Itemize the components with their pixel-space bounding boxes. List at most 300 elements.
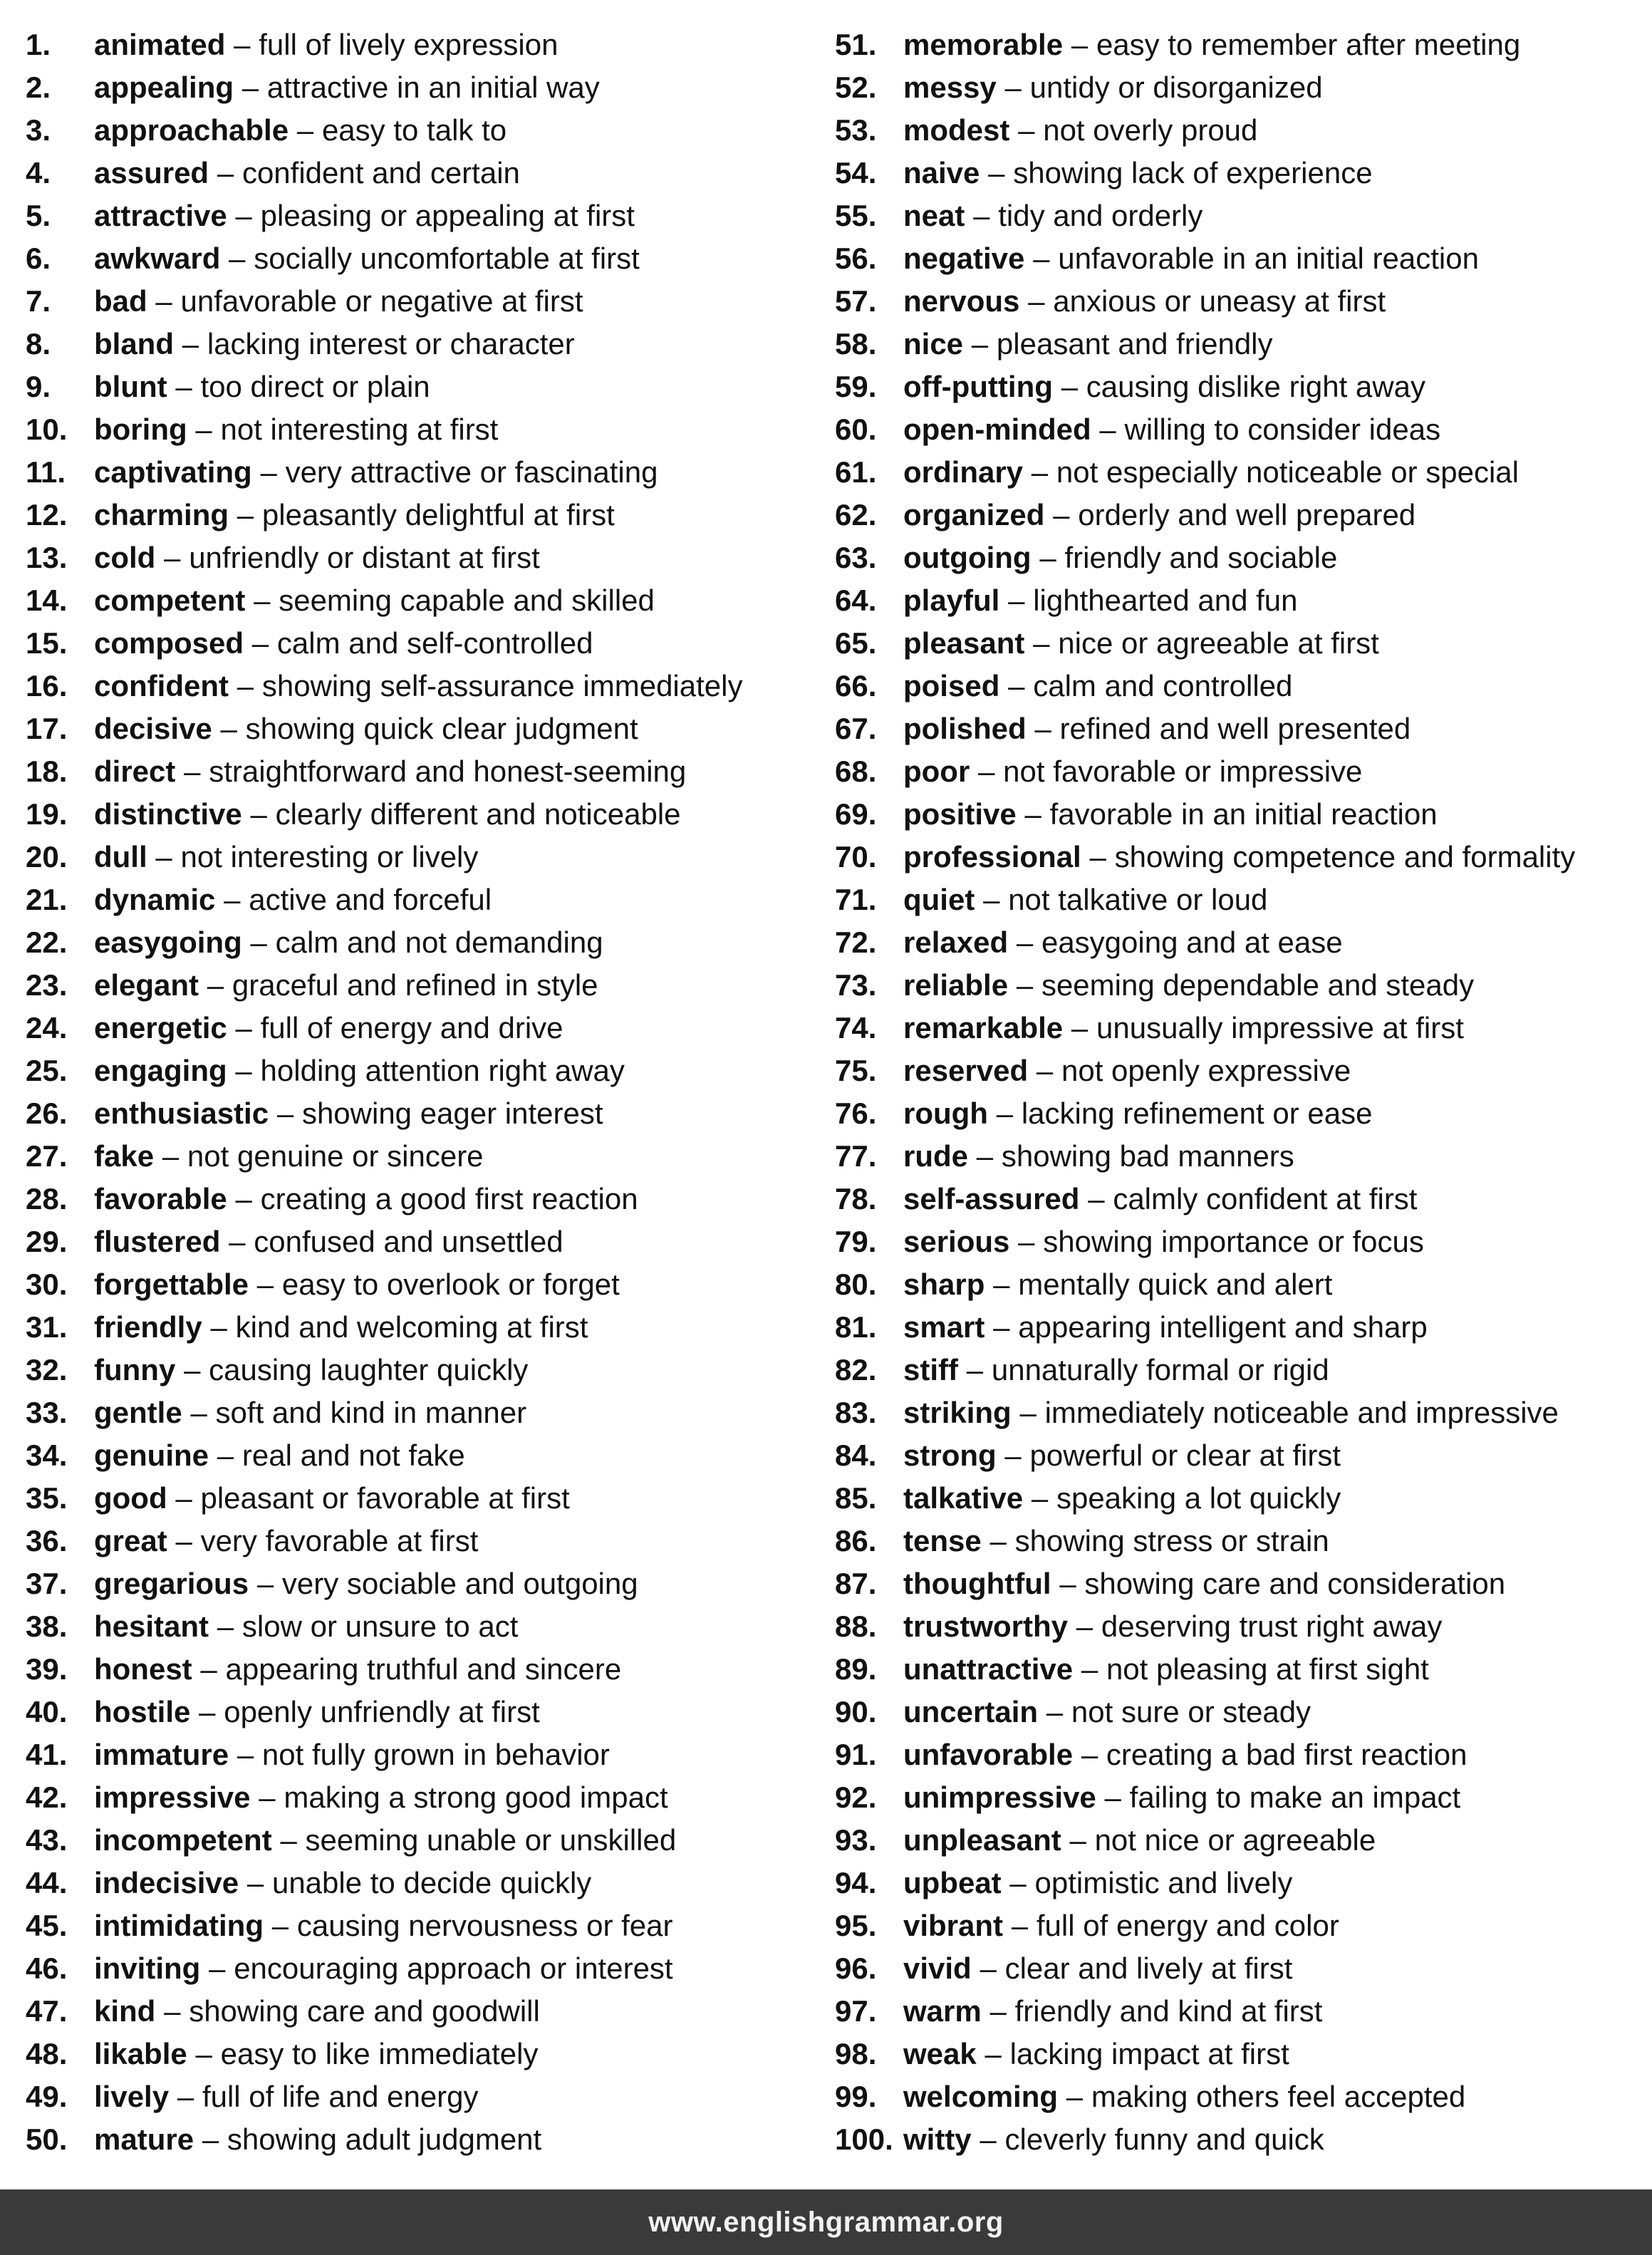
- item-word: striking: [903, 1396, 1012, 1429]
- item-word: vibrant: [903, 1909, 1004, 1942]
- item-word: genuine: [94, 1438, 209, 1472]
- item-word: attractive: [94, 199, 227, 232]
- list-item: [26, 1648, 816, 1691]
- item-definition: failing to make an impact: [1129, 1780, 1461, 1814]
- item-word: direct: [94, 755, 176, 788]
- list-item: [835, 1306, 1647, 1349]
- item-word: neat: [903, 199, 965, 232]
- item-number: 48.: [26, 2037, 68, 2070]
- item-separator: –: [200, 1652, 217, 1686]
- list-item: [835, 24, 1647, 66]
- item-number: 60.: [835, 413, 877, 446]
- item-separator: –: [1011, 1909, 1029, 1942]
- item-number: 51.: [835, 28, 877, 61]
- item-definition: not pleasing at first sight: [1106, 1652, 1429, 1686]
- item-separator: –: [989, 1524, 1007, 1557]
- list-item: [835, 1648, 1647, 1691]
- item-definition: unnaturally formal or rigid: [991, 1353, 1329, 1386]
- item-word: lively: [94, 2080, 170, 2113]
- item-word: confident: [94, 669, 229, 703]
- item-definition: orderly and well prepared: [1078, 498, 1416, 532]
- item-word: upbeat: [903, 1866, 1002, 1899]
- item-definition: favorable in an initial reaction: [1049, 797, 1438, 831]
- item-number: 72.: [835, 926, 877, 959]
- item-definition: easy to talk to: [321, 113, 507, 147]
- item-separator: –: [1088, 1182, 1105, 1215]
- item-word: friendly: [94, 1310, 202, 1344]
- item-separator: –: [985, 2037, 1002, 2070]
- item-number: 31.: [26, 1310, 68, 1344]
- item-word: easygoing: [94, 926, 242, 959]
- item-separator: –: [988, 156, 1005, 190]
- item-definition: not sure or steady: [1071, 1695, 1311, 1728]
- item-definition: mentally quick and alert: [1018, 1268, 1333, 1301]
- list-item: [26, 1007, 816, 1049]
- item-separator: –: [164, 1994, 181, 2028]
- item-word: unimpressive: [903, 1780, 1096, 1814]
- item-definition: seeming unable or unskilled: [305, 1823, 677, 1857]
- item-word: tense: [903, 1524, 982, 1557]
- item-definition: not interesting at first: [220, 413, 499, 446]
- item-number: 34.: [26, 1438, 68, 1472]
- item-word: ordinary: [903, 455, 1024, 489]
- item-word: organized: [903, 498, 1045, 532]
- item-number: 25.: [26, 1054, 68, 1087]
- item-number: 71.: [835, 883, 877, 916]
- list-item: [26, 1691, 816, 1733]
- item-number: 87.: [835, 1567, 877, 1600]
- list-item: [26, 1434, 816, 1477]
- list-item: [26, 66, 816, 109]
- item-word: energetic: [94, 1011, 227, 1044]
- list-item: [835, 366, 1647, 408]
- item-definition: not interesting or lively: [180, 840, 479, 874]
- item-separator: –: [993, 1268, 1010, 1301]
- item-definition: lacking interest or character: [207, 327, 575, 361]
- item-separator: –: [1034, 712, 1051, 745]
- item-definition: creating a bad first reaction: [1106, 1738, 1467, 1771]
- item-definition: graceful and refined in style: [232, 968, 598, 1002]
- item-number: 81.: [835, 1310, 877, 1344]
- item-separator: –: [250, 797, 267, 831]
- item-word: self-assured: [903, 1182, 1080, 1215]
- item-number: 44.: [26, 1866, 68, 1899]
- item-word: negative: [903, 242, 1025, 275]
- item-definition: not nice or agreeable: [1094, 1823, 1376, 1857]
- item-definition: confident and certain: [241, 156, 520, 190]
- word-list-column-right: [835, 24, 1647, 2161]
- item-number: 39.: [26, 1652, 68, 1686]
- item-number: 12.: [26, 498, 68, 532]
- item-number: 16.: [26, 669, 68, 703]
- item-word: good: [94, 1481, 167, 1515]
- item-separator: –: [1076, 1609, 1093, 1643]
- item-definition: causing nervousness or fear: [296, 1909, 673, 1942]
- item-number: 3.: [26, 113, 51, 147]
- item-definition: seeming capable and skilled: [279, 584, 655, 617]
- item-separator: –: [983, 883, 1000, 916]
- item-number: 90.: [835, 1695, 877, 1728]
- item-definition: calm and self-controlled: [276, 626, 593, 660]
- item-separator: –: [177, 2080, 194, 2113]
- item-separator: –: [1081, 1652, 1098, 1686]
- item-word: unfavorable: [903, 1738, 1074, 1771]
- list-item: [835, 195, 1647, 237]
- item-definition: clear and lively at first: [1004, 1951, 1293, 1985]
- item-definition: unfriendly or distant at first: [189, 541, 540, 574]
- item-definition: full of energy and color: [1036, 1909, 1339, 1942]
- list-item: [835, 536, 1647, 579]
- item-number: 69.: [835, 797, 877, 831]
- item-word: great: [94, 1524, 167, 1557]
- list-item: [835, 579, 1647, 622]
- item-number: 41.: [26, 1738, 68, 1771]
- item-number: 28.: [26, 1182, 68, 1215]
- item-word: composed: [94, 626, 244, 660]
- item-separator: –: [256, 1567, 274, 1600]
- item-word: boring: [94, 413, 187, 446]
- item-separator: –: [1033, 242, 1050, 275]
- item-separator: –: [251, 626, 269, 660]
- item-separator: –: [989, 1994, 1007, 2028]
- item-word: welcoming: [903, 2080, 1059, 2113]
- item-separator: –: [229, 1225, 246, 1258]
- item-separator: –: [190, 1396, 207, 1429]
- item-separator: –: [996, 1097, 1014, 1130]
- item-number: 75.: [835, 1054, 877, 1087]
- item-definition: showing bad manners: [1001, 1139, 1294, 1173]
- item-separator: –: [237, 1738, 254, 1771]
- item-separator: –: [1004, 1438, 1022, 1472]
- item-separator: –: [195, 2037, 212, 2070]
- item-definition: seeming dependable and steady: [1041, 968, 1475, 1002]
- item-number: 91.: [835, 1738, 877, 1771]
- item-definition: calm and not demanding: [275, 926, 603, 959]
- item-number: 36.: [26, 1524, 68, 1557]
- item-number: 13.: [26, 541, 68, 574]
- item-definition: encouraging approach or interest: [234, 1951, 673, 1985]
- item-word: uncertain: [903, 1695, 1039, 1728]
- item-separator: –: [973, 199, 990, 232]
- list-item: [835, 2118, 1647, 2161]
- item-definition: not openly expressive: [1061, 1054, 1351, 1087]
- list-item: [26, 24, 816, 66]
- item-definition: kind and welcoming at first: [235, 1310, 588, 1344]
- item-number: 8.: [26, 327, 51, 361]
- item-number: 55.: [835, 199, 877, 232]
- list-item: [835, 921, 1647, 964]
- item-separator: –: [1018, 113, 1035, 147]
- list-item: [835, 1049, 1647, 1092]
- item-word: trustworthy: [903, 1609, 1068, 1643]
- item-separator: –: [202, 2122, 219, 2156]
- item-word: stiff: [903, 1353, 958, 1386]
- item-number: 52.: [835, 71, 877, 104]
- item-separator: –: [976, 1139, 994, 1173]
- item-separator: –: [235, 199, 252, 232]
- list-item: [835, 1691, 1647, 1733]
- item-number: 64.: [835, 584, 877, 617]
- item-number: 66.: [835, 669, 877, 703]
- item-definition: showing competence and formality: [1114, 840, 1576, 874]
- item-number: 22.: [26, 926, 68, 959]
- item-definition: too direct or plain: [200, 370, 430, 403]
- item-separator: –: [184, 1353, 201, 1386]
- item-definition: holding attention right away: [260, 1054, 625, 1087]
- item-word: modest: [903, 113, 1010, 147]
- item-word: intimidating: [94, 1909, 264, 1942]
- item-number: 27.: [26, 1139, 68, 1173]
- item-number: 83.: [835, 1396, 877, 1429]
- item-definition: slow or unsure to act: [241, 1609, 519, 1643]
- item-number: 29.: [26, 1225, 68, 1258]
- item-number: 23.: [26, 968, 68, 1002]
- item-separator: –: [993, 1310, 1010, 1344]
- item-definition: straightforward and honest-seeming: [209, 755, 687, 788]
- list-item: [835, 707, 1647, 750]
- item-word: polished: [903, 712, 1027, 745]
- item-separator: –: [1004, 71, 1022, 104]
- item-definition: active and forceful: [249, 883, 492, 916]
- item-number: 1.: [26, 28, 51, 61]
- item-word: naive: [903, 156, 980, 190]
- item-word: unpleasant: [903, 1823, 1061, 1857]
- list-item: [26, 1904, 816, 1947]
- item-word: assured: [94, 156, 209, 190]
- item-word: decisive: [94, 712, 212, 745]
- item-number: 86.: [835, 1524, 877, 1557]
- item-definition: showing adult judgment: [227, 2122, 542, 2156]
- item-number: 10.: [26, 413, 68, 446]
- list-item: [26, 964, 816, 1007]
- item-word: appealing: [94, 71, 234, 104]
- list-item: [26, 793, 816, 836]
- item-word: elegant: [94, 968, 199, 1002]
- item-separator: –: [1061, 370, 1078, 403]
- item-number: 49.: [26, 2080, 68, 2113]
- item-separator: –: [1066, 2080, 1084, 2113]
- item-definition: causing laughter quickly: [209, 1353, 529, 1386]
- item-number: 18.: [26, 755, 68, 788]
- item-number: 38.: [26, 1609, 68, 1643]
- item-separator: –: [1104, 1780, 1121, 1814]
- item-definition: showing lack of experience: [1013, 156, 1373, 190]
- item-word: relaxed: [903, 926, 1009, 959]
- item-number: 5.: [26, 199, 51, 232]
- item-separator: –: [980, 2122, 997, 2156]
- item-word: enthusiastic: [94, 1097, 269, 1130]
- list-item: [26, 408, 816, 451]
- item-definition: cleverly funny and quick: [1004, 2122, 1324, 2156]
- list-item: [26, 750, 816, 793]
- item-definition: showing importance or focus: [1043, 1225, 1424, 1258]
- list-item: [26, 1135, 816, 1178]
- list-item: [26, 622, 816, 665]
- item-word: talkative: [903, 1481, 1024, 1515]
- item-word: favorable: [94, 1182, 227, 1215]
- item-word: charming: [94, 498, 229, 532]
- item-separator: –: [250, 926, 267, 959]
- list-item: [835, 1349, 1647, 1391]
- item-separator: –: [246, 1866, 264, 1899]
- item-definition: showing care and goodwill: [189, 1994, 540, 2028]
- item-number: 62.: [835, 498, 877, 532]
- item-word: warm: [903, 1994, 982, 2028]
- item-definition: pleasant and friendly: [996, 327, 1273, 361]
- list-item: [835, 1733, 1647, 1776]
- item-separator: –: [155, 840, 172, 874]
- list-item: [835, 66, 1647, 109]
- list-item: [26, 1605, 816, 1648]
- list-item: [26, 1562, 816, 1605]
- list-item: [835, 1220, 1647, 1263]
- item-separator: –: [164, 541, 181, 574]
- item-word: hesitant: [94, 1609, 209, 1643]
- item-number: 47.: [26, 1994, 68, 2028]
- list-item: [26, 280, 816, 323]
- item-separator: –: [971, 327, 989, 361]
- item-number: 67.: [835, 712, 877, 745]
- item-separator: –: [1071, 1011, 1089, 1044]
- list-item: [26, 195, 816, 237]
- item-word: positive: [903, 797, 1017, 831]
- item-number: 32.: [26, 1353, 68, 1386]
- item-definition: optimistic and lively: [1034, 1866, 1293, 1899]
- list-item: [835, 793, 1647, 836]
- item-word: rude: [903, 1139, 969, 1173]
- item-word: flustered: [94, 1225, 221, 1258]
- item-definition: immediately noticeable and impressive: [1044, 1396, 1559, 1429]
- list-item: [835, 750, 1647, 793]
- item-separator: –: [256, 1268, 274, 1301]
- item-definition: very attractive or fascinating: [285, 455, 658, 489]
- item-number: 40.: [26, 1695, 68, 1728]
- item-separator: –: [235, 1054, 252, 1087]
- list-item: [26, 1776, 816, 1819]
- list-item: [835, 1434, 1647, 1477]
- item-definition: very favorable at first: [200, 1524, 479, 1557]
- item-definition: speaking a lot quickly: [1056, 1481, 1341, 1515]
- item-number: 78.: [835, 1182, 877, 1215]
- item-number: 100.: [835, 2122, 893, 2156]
- item-definition: showing eager interest: [301, 1097, 603, 1130]
- item-definition: appearing intelligent and sharp: [1018, 1310, 1428, 1344]
- item-definition: unfavorable in an initial reaction: [1058, 242, 1479, 275]
- item-word: vivid: [903, 1951, 972, 1985]
- item-number: 84.: [835, 1438, 877, 1472]
- item-word: messy: [903, 71, 997, 104]
- item-number: 56.: [835, 242, 877, 275]
- item-definition: not favorable or impressive: [1003, 755, 1363, 788]
- item-definition: lighthearted and fun: [1033, 584, 1298, 617]
- item-separator: –: [182, 327, 199, 361]
- item-definition: pleasant or favorable at first: [200, 1481, 570, 1515]
- list-item: [835, 1007, 1647, 1049]
- list-item: [835, 1776, 1647, 1819]
- item-definition: calm and controlled: [1033, 669, 1293, 703]
- item-number: 92.: [835, 1780, 877, 1814]
- item-separator: –: [1059, 1567, 1076, 1600]
- list-item: [26, 366, 816, 408]
- item-number: 99.: [835, 2080, 877, 2113]
- item-definition: pleasantly delightful at first: [261, 498, 615, 532]
- item-definition: making others feel accepted: [1091, 2080, 1466, 2113]
- item-number: 19.: [26, 797, 68, 831]
- list-item: [835, 836, 1647, 878]
- item-word: poised: [903, 669, 1000, 703]
- item-number: 37.: [26, 1567, 68, 1600]
- item-separator: –: [1036, 1054, 1054, 1087]
- item-number: 76.: [835, 1097, 877, 1130]
- list-item: [835, 1904, 1647, 1947]
- item-definition: untidy or disorganized: [1029, 71, 1323, 104]
- list-item: [835, 665, 1647, 707]
- item-number: 45.: [26, 1909, 68, 1942]
- item-word: unattractive: [903, 1652, 1074, 1686]
- item-number: 77.: [835, 1139, 877, 1173]
- item-number: 21.: [26, 883, 68, 916]
- item-separator: –: [296, 113, 314, 147]
- item-word: distinctive: [94, 797, 242, 831]
- item-word: thoughtful: [903, 1567, 1051, 1600]
- list-item: [835, 1562, 1647, 1605]
- list-item: [26, 451, 816, 494]
- item-separator: –: [217, 1438, 234, 1472]
- item-word: playful: [903, 584, 1000, 617]
- item-number: 9.: [26, 370, 51, 403]
- list-item: [835, 1605, 1647, 1648]
- list-item: [26, 707, 816, 750]
- item-number: 11.: [26, 455, 66, 489]
- list-item: [835, 1092, 1647, 1135]
- item-separator: –: [1033, 626, 1050, 660]
- item-number: 88.: [835, 1609, 877, 1643]
- item-separator: –: [234, 28, 251, 61]
- item-definition: full of energy and drive: [260, 1011, 563, 1044]
- item-number: 65.: [835, 626, 877, 660]
- item-word: serious: [903, 1225, 1010, 1258]
- item-separator: –: [1046, 1695, 1064, 1728]
- item-number: 4.: [26, 156, 51, 190]
- item-number: 43.: [26, 1823, 68, 1857]
- item-word: professional: [903, 840, 1081, 874]
- item-separator: –: [260, 455, 277, 489]
- item-separator: –: [1016, 968, 1034, 1002]
- item-word: animated: [94, 28, 226, 61]
- item-definition: calmly confident at first: [1113, 1182, 1418, 1215]
- list-item: [26, 2033, 816, 2075]
- item-definition: showing quick clear judgment: [245, 712, 638, 745]
- item-separator: –: [978, 755, 995, 788]
- item-separator: –: [162, 1139, 180, 1173]
- item-separator: –: [1099, 413, 1116, 446]
- list-item: [835, 451, 1647, 494]
- list-item: [26, 1990, 816, 2033]
- item-number: 93.: [835, 1823, 877, 1857]
- item-definition: openly unfriendly at first: [224, 1695, 540, 1728]
- item-separator: –: [1039, 541, 1056, 574]
- item-word: nervous: [903, 284, 1020, 318]
- list-item: [835, 1391, 1647, 1434]
- item-number: 73.: [835, 968, 877, 1002]
- item-definition: not especially noticeable or special: [1056, 455, 1519, 489]
- footer-bar: [0, 2189, 1652, 2255]
- item-word: impressive: [94, 1780, 251, 1814]
- list-item: [835, 878, 1647, 921]
- list-item: [26, 1092, 816, 1135]
- item-number: 2.: [26, 71, 51, 104]
- item-number: 7.: [26, 284, 51, 318]
